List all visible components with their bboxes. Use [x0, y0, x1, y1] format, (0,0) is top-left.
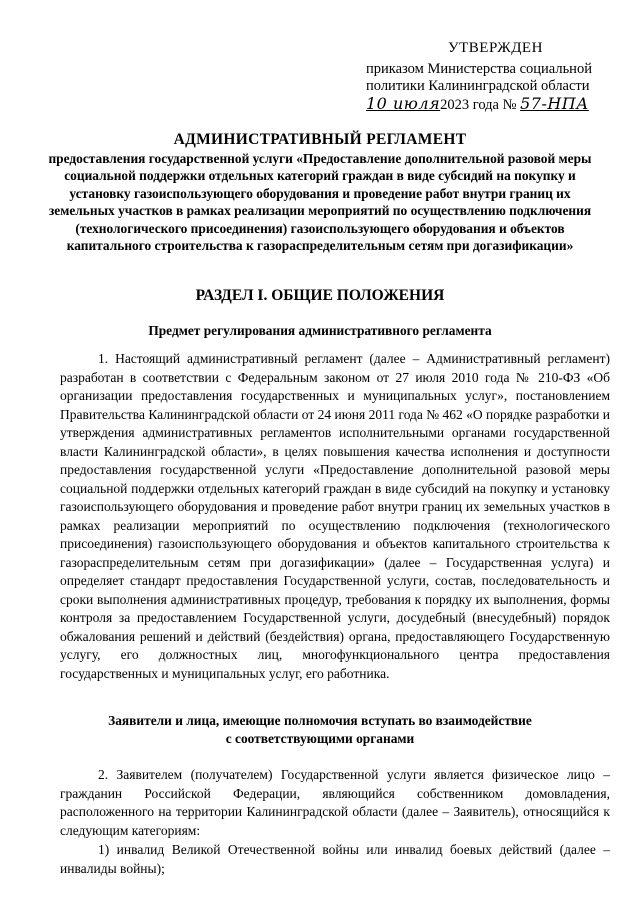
section-title: РАЗДЕЛ I. ОБЩИЕ ПОЛОЖЕНИЯ — [195, 287, 445, 304]
heading-applicants-line-1: Заявители и лица, имеющие полномочия вступать во взаимодействие — [108, 713, 532, 728]
handwritten-number: 57-НПА — [520, 94, 589, 113]
approval-date-line — [366, 95, 616, 114]
document-title: АДМИНИСТРАТИВНЫЙ РЕГЛАМЕНТ — [173, 131, 467, 148]
heading-applicants — [40, 712, 600, 748]
approval-stamp — [366, 40, 616, 114]
approval-year: 2023 года № — [440, 97, 517, 113]
document-subtitle: предоставления государственной услуги «Предоставление дополнительной разовой меры социальной поддержки отдельных категорий граждан в виде субсидий на покупку и установку газоиспользующего оборудования и проведение работ внутри границ их земельных участков в рамках реализации мероприятий по осуществлению подключения (технологического присоединения) газоиспользующего оборудования и объектов капитального строительства к газораспределительным сетям при догазификации» — [48, 151, 592, 254]
approval-title: УТВЕРЖДЕН — [448, 40, 543, 56]
paragraph-2: 2. Заявителем (получателем) Государственной услуги является физическое лицо – гражданин Российской Федерации, являющийся собственником домовладения, расположенного на территории Калининградской области (далее – Заявитель), относящийся к следующим категориям: — [60, 767, 610, 838]
heading-subject: Предмет регулирования административного регламента — [148, 323, 492, 338]
paragraph-1: 1. Настоящий административный регламент (далее – Административный регламент) разработан в соответствии с Федеральным законом от 27 июля 2010 года № 210-ФЗ «Об организации предоставления государственных и муниципальных услуг», постановлением Правительства Калининградской области от 24 июня 2011 года № 462 «О порядке разработки и утверждения административных регламентов исполнительными органами государственной власти Калининградской области», в целях повышения качества исполнения и доступности предоставления государственной услуги «Предоставление дополнительной разовой меры социальной поддержки отдельных категорий граждан в виде субсидий на покупку и установку газоиспользующего оборудования и проведение работ внутри границ их земельных участков в рамках реализации мероприятий по осуществлению подключения (технологического присоединения) газоиспользующего оборудования и объектов капитального строительства к газораспределительным сетям при догазификации» (далее – Государственная услуга) и определяет стандарт предоставления Государственной услуги, состав, последовательность и сроки выполнения административных процедур, требования к порядку их выполнения, формы контроля за предоставлением Государственной услуги, досудебный (внесудебный) порядок обжалования решений и действий (бездействия) органа, предоставляющего Государственную услугу, его должностных лиц, многофункционального центра предоставления государственных и муниципальных услуг, его работника. — [60, 351, 610, 681]
paragraph-3: 1) инвалид Великой Отечественной войны или инвалид боевых действий (далее – инвалиды войны); — [60, 842, 610, 876]
approval-line-1: приказом Министерства социальной — [366, 61, 592, 77]
approval-line-2: политики Калининградской области — [366, 78, 590, 94]
heading-applicants-line-2: с соответствующими органами — [225, 731, 415, 746]
handwritten-date: 10 июля — [366, 94, 441, 113]
